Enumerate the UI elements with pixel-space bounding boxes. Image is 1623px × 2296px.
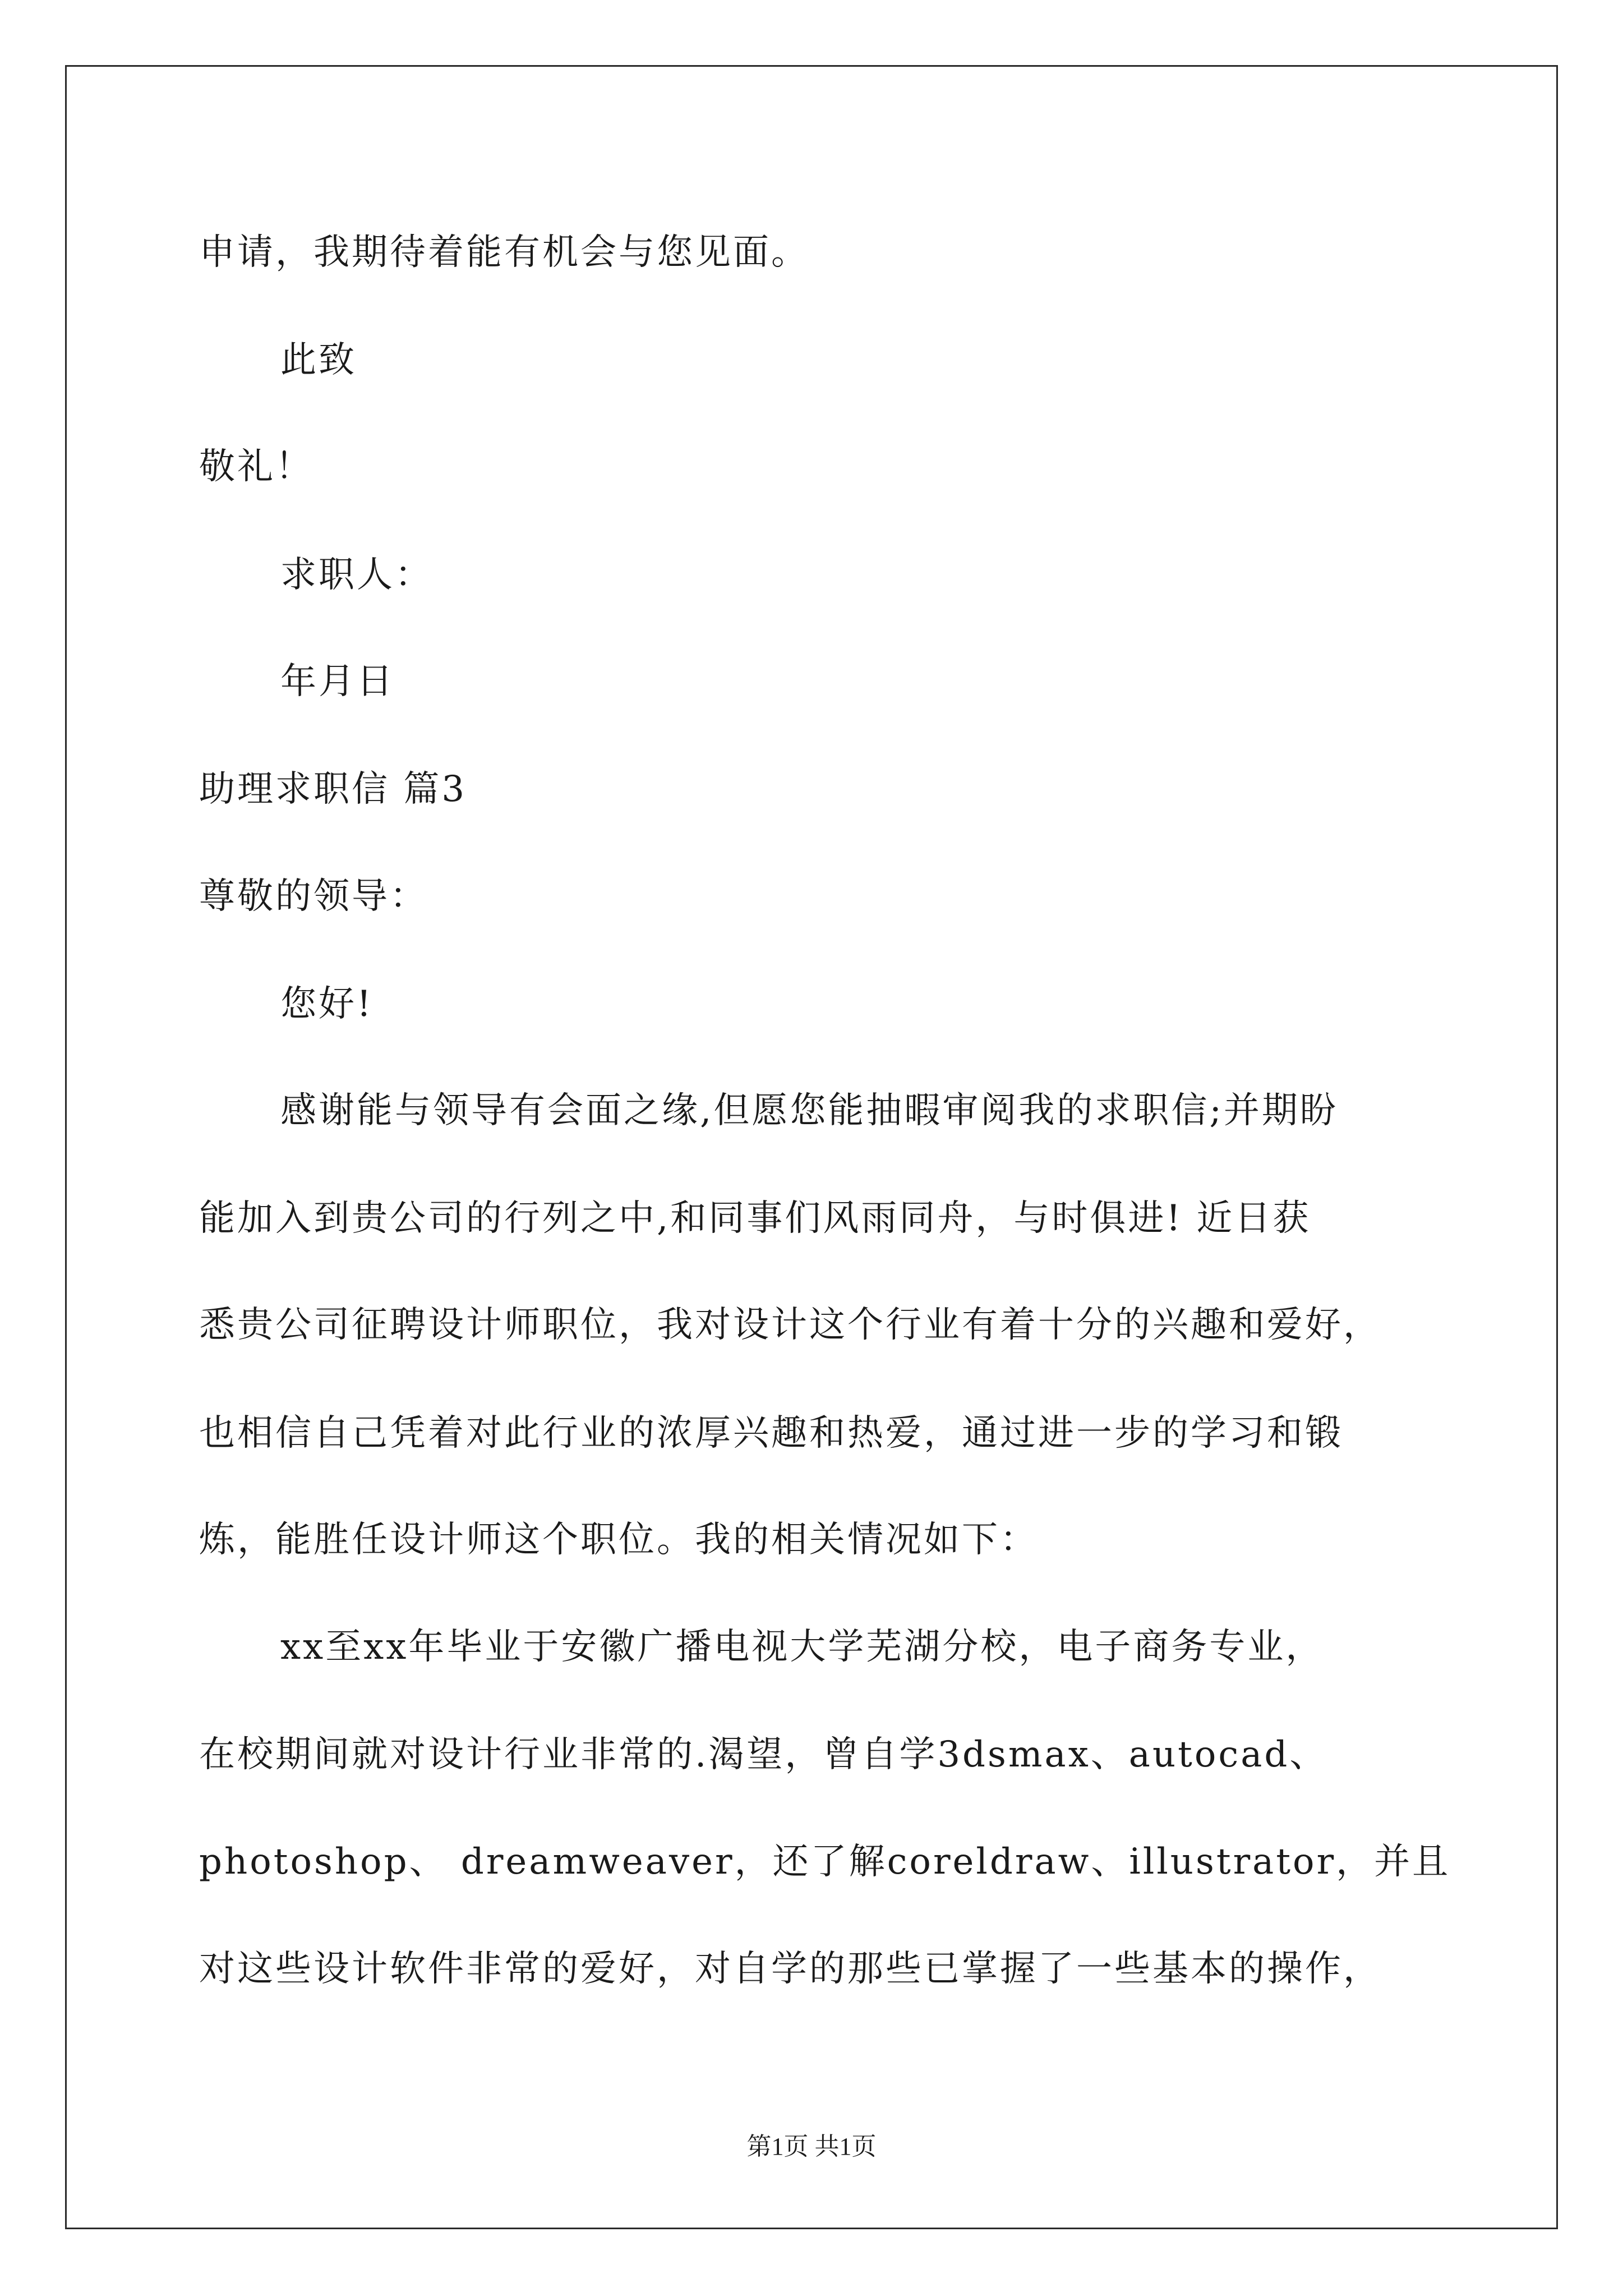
text-line-greeting: 您好! [280, 983, 374, 1025]
section-heading: 助理求职信 篇3 [199, 769, 467, 810]
page-footer: 第1页 共1页 [746, 2133, 877, 2160]
text-line-applicant: 求职人： [280, 554, 433, 596]
paragraph-line: xx至xx年毕业于安徽广播电视大学芜湖分校，电子商务专业， [280, 1626, 1324, 1668]
paragraph-line: 感谢能与领导有会面之缘,但愿您能抽暇审阅我的求职信;并期盼 [280, 1090, 1338, 1131]
paragraph-line: 对这些设计软件非常的爱好，对自学的那些已掌握了一些基本的操作， [199, 1948, 1381, 1990]
paragraph-line: 能加入到贵公司的行列之中,和同事们风雨同舟，与时俱进! 近日获 [199, 1198, 1311, 1239]
text-line-greeting-recipient: 尊敬的领导： [199, 876, 428, 917]
text-line-salutation-2: 敬礼！ [199, 446, 313, 487]
paragraph-line: 也相信自己凭着对此行业的浓厚兴趣和热爱，通过进一步的学习和锻 [199, 1412, 1343, 1454]
document-body [199, 0, 1450, 2019]
paragraph-line: 悉贵公司征聘设计师职位，我对设计这个行业有着十分的兴趣和爱好， [199, 1304, 1381, 1346]
paragraph-line: photoshop、 dreamweaver，还了解coreldraw、illustrator，并且 [199, 1841, 1451, 1883]
paragraph-line: 在校期间就对设计行业非常的.渴望，曾自学3dsmax、autocad、 [199, 1734, 1328, 1775]
text-line-salutation-1: 此致 [280, 339, 357, 381]
text-line-date: 年月日 [280, 661, 395, 702]
text-line-closing-request: 申请，我期待着能有机会与您见面。 [199, 232, 809, 273]
paragraph-line: 炼，能胜任设计师这个职位。我的相关情况如下： [199, 1519, 1038, 1561]
